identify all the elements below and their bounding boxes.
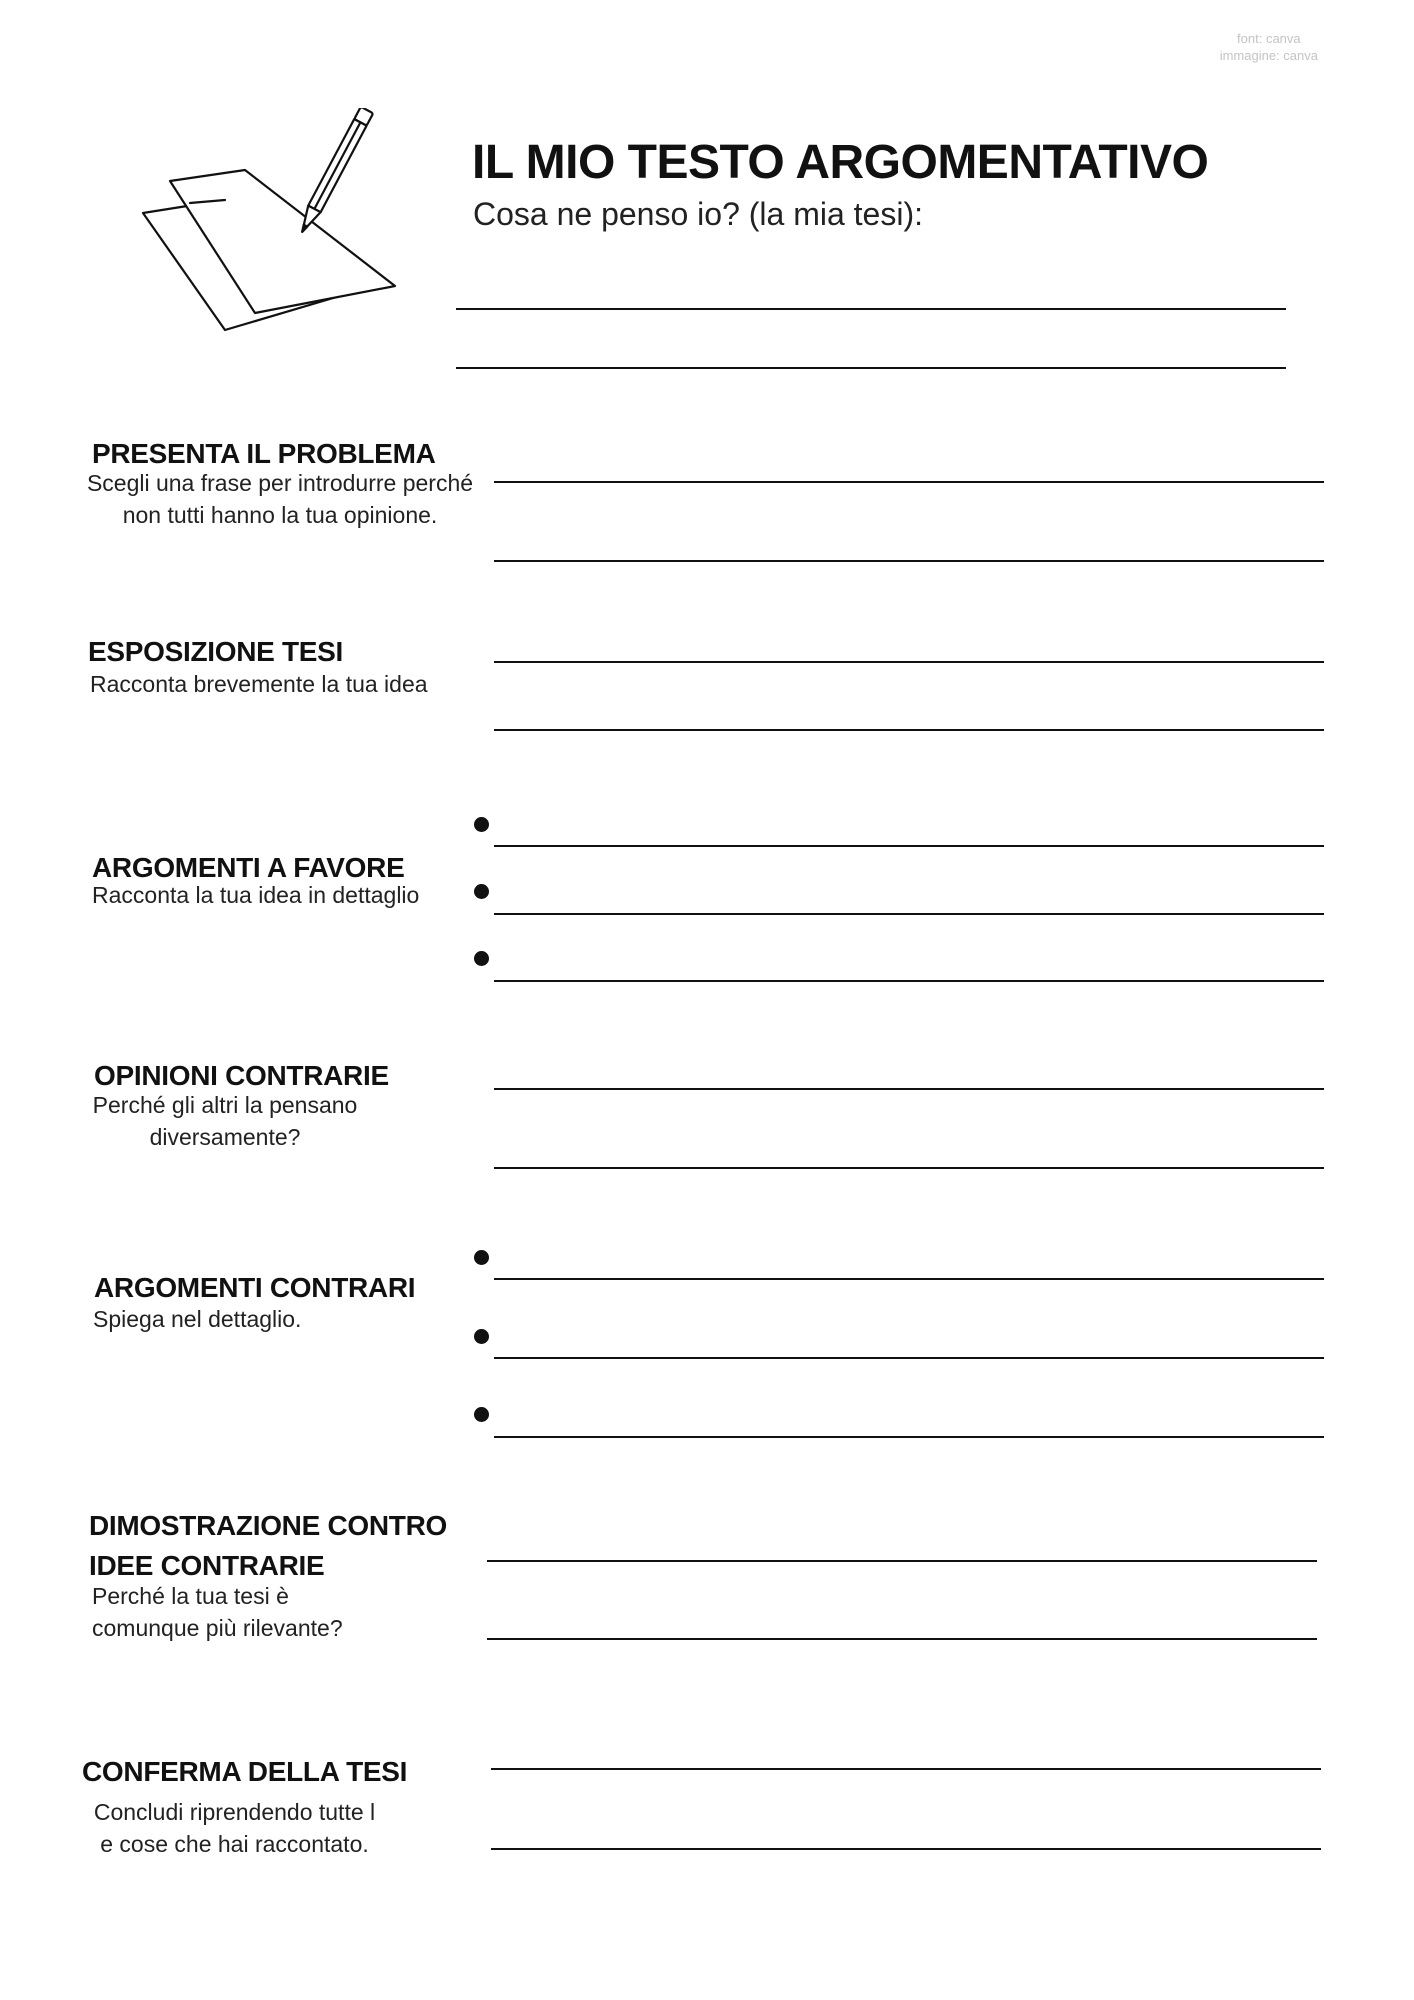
write-line[interactable] — [494, 1167, 1324, 1169]
image-credit: immagine: canva — [1219, 48, 1318, 63]
section-argomenti-contrari-desc: Spiega nel dettaglio. — [93, 1306, 302, 1332]
title-line: DIMOSTRAZIONE CONTRO — [89, 1510, 447, 1541]
write-line[interactable] — [494, 1088, 1324, 1090]
section-conferma-tesi-desc — [82, 1796, 387, 1860]
bullet-dot — [474, 884, 489, 899]
thesis-write-line-1[interactable] — [456, 308, 1286, 310]
write-line[interactable] — [491, 1848, 1321, 1850]
desc-line: Concludi riprendendo tutte l — [93, 1799, 376, 1825]
desc-line: comunque più rilevante? — [92, 1615, 343, 1641]
write-line[interactable] — [494, 1278, 1324, 1280]
write-line[interactable] — [494, 661, 1324, 663]
desc-line: Perché la tua tesi è — [92, 1583, 289, 1609]
write-line[interactable] — [494, 1436, 1324, 1438]
credits — [1220, 30, 1318, 64]
write-line[interactable] — [494, 560, 1324, 562]
write-line[interactable] — [494, 845, 1324, 847]
bullet-dot — [474, 1329, 489, 1344]
section-argomenti-favore-desc: Racconta la tua idea in dettaglio — [92, 882, 420, 908]
write-line[interactable] — [494, 729, 1324, 731]
section-opinioni-contrarie-title: OPINIONI CONTRARIE — [94, 1060, 389, 1091]
desc-line: Perché gli altri la pensano — [92, 1092, 358, 1118]
desc-line: non tutti hanno la tua opinione. — [122, 502, 438, 528]
write-line[interactable] — [494, 1357, 1324, 1359]
font-credit: font: canva — [1237, 31, 1301, 46]
section-dimostrazione-title — [89, 1506, 447, 1586]
bullet-dot — [474, 817, 489, 832]
write-line[interactable] — [487, 1638, 1317, 1640]
section-esposizione-tesi-desc: Racconta brevemente la tua idea — [90, 671, 428, 697]
title-line: IDEE CONTRARIE — [89, 1550, 325, 1581]
desc-line: Scegli una frase per introdurre perché — [86, 470, 474, 496]
write-line[interactable] — [494, 913, 1324, 915]
section-conferma-tesi-title: CONFERMA DELLA TESI — [82, 1756, 408, 1787]
section-argomenti-contrari-title: ARGOMENTI CONTRARI — [94, 1272, 416, 1303]
section-dimostrazione-desc — [92, 1580, 343, 1644]
write-line[interactable] — [494, 481, 1324, 483]
thesis-write-line-2[interactable] — [456, 367, 1286, 369]
bullet-dot — [474, 951, 489, 966]
desc-line: diversamente? — [149, 1124, 301, 1150]
section-esposizione-tesi-title: ESPOSIZIONE TESI — [88, 636, 344, 667]
section-presenta-problema-title: PRESENTA IL PROBLEMA — [92, 438, 436, 469]
bullet-dot — [474, 1250, 489, 1265]
write-line[interactable] — [491, 1768, 1321, 1770]
section-argomenti-favore-title: ARGOMENTI A FAVORE — [92, 852, 405, 883]
desc-line: e cose che hai raccontato. — [100, 1831, 369, 1857]
bullet-dot — [474, 1407, 489, 1422]
section-opinioni-contrarie-desc — [80, 1089, 370, 1153]
write-line[interactable] — [487, 1560, 1317, 1562]
paper-and-pencil-icon — [135, 108, 405, 338]
section-presenta-problema-desc — [80, 467, 480, 531]
write-line[interactable] — [494, 980, 1324, 982]
thesis-prompt: Cosa ne penso io? (la mia tesi): — [473, 196, 923, 232]
page-title: IL MIO TESTO ARGOMENTATIVO — [472, 136, 1209, 189]
